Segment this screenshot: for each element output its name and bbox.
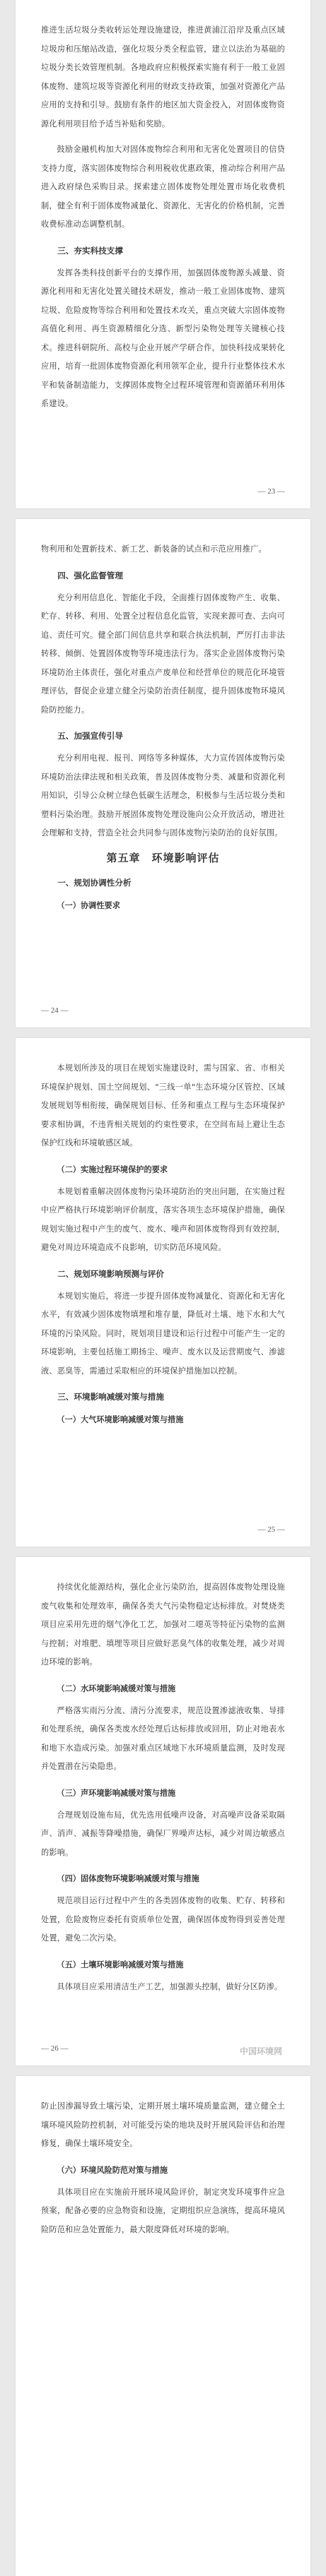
page-number: — 23 — (257, 487, 285, 496)
section-heading: 二、规划环境影响预测与评价 (57, 1268, 164, 1279)
subsection-heading: （三）声环境影响减缓对策与措施 (57, 1787, 176, 1798)
body-paragraph: 充分利用信息化、智能化手段，全面推行固体废物产生、收集、贮存、转移、利用、处置全过程信息化监管，实现来源可查、去向可追、责任可究。健全部门间信息共享和联合执法机制，严厉打击非法转移、倾倒、处置固体废物等环境违法行为。落实企业固体废物污染环境防治主体责任，强化对重点产废单位和经营单位的规范化环境管理评估，督促企业建立健全污染防治责任制度，提升固体废物环境风险防控能力。 (41, 592, 285, 715)
body-paragraph: 推进生活垃圾分类收转运处理设施建设，推进黄浦江沿岸及重点区域垃圾房和压缩站改造，强化垃圾分类全程监管，建立以法治为基础的垃圾分类长效管理机制。各地政府应积极探索实施有利于一般工业固体废物、建筑垃圾等资源化利用的财政支持政策，加强对资源化产品应用的支持和引导。鼓励有条件的地区加大资金投入，对固体废物资源化利用项目给予适当补贴和奖励。 (41, 25, 285, 129)
page-content (41, 2097, 285, 2548)
document-page (16, 1557, 310, 2065)
page-number: — 24 — (41, 1006, 69, 1015)
document-page (16, 2076, 310, 2576)
document-page (16, 0, 310, 508)
document-page (16, 519, 310, 1027)
body-paragraph: 合理规划设施布局，优先选用低噪声设备，对高噪声设备采取隔声、消声、减振等降噪措施，确保厂界噪声达标，减少对周边敏感点的影响。 (41, 1810, 285, 1857)
section-heading: 一、规划协调性分析 (57, 877, 132, 888)
document-page (16, 1038, 310, 1546)
subsection-heading: （一）大气环境影响减缓对策与措施 (57, 1414, 184, 1424)
body-paragraph: 本规划实施后，将进一步提升固体废物减量化、资源化和无害化水平，有效减少固体废物填埋和堆存量，降低对土壤、地下水和大气环境的污染风险。同时，规划项目建设和运行过程中可能产生一定的环境影响，主要包括施工期扬尘、噪声、废水以及运营期废气、渗滤液、恶臭等，需通过采取相应的环境保护措施加以控制。 (41, 1291, 285, 1376)
subsection-heading: （五）土壤环境影响减缓对策与措施 (57, 1959, 184, 1969)
subsection-heading: （一）协调性要求 (57, 900, 120, 910)
body-paragraph: 物利用和处置新技术、新工艺、新装备的试点和示范应用推广。 (41, 544, 267, 554)
section-heading: 五、加强宣传引导 (57, 731, 123, 741)
page-number: — 26 — (41, 2044, 69, 2053)
body-paragraph: 持续优化能源结构，强化企业污染防治，提高固体废物处理设施废气收集和处理效率，确保各类大气污染物稳定达标排放。对焚烧类项目应采用先进的烟气净化工艺，加强对二噁英等特征污染物的监测与控制；对堆肥、填埋等项目应做好恶臭气体的收集处理，减少对周边环境的影响。 (41, 1582, 285, 1666)
body-paragraph: 本规划着重解决固体废物污染环境防治的突出问题，在实施过程中应严格执行环境影响评价制度，落实各项生态环境保护措施，确保规划实施过程中产生的废气、废水、噪声和固体废物得到有效控制，避免对周边环境造成不良影响，切实防范环境风险。 (41, 1186, 285, 1252)
body-paragraph: 防止因渗漏导致土壤污染，定期开展土壤环境质量监测，建立健全土壤环境风险防控机制，对可能受污染的地块及时开展风险评估和治理修复，确保土壤环境安全。 (41, 2101, 285, 2148)
chapter-title: 第五章 环境影响评估 (106, 851, 220, 864)
body-paragraph: 规范项目运行过程中产生的各类固体废物的收集、贮存、转移和处置，危险废物应委托有资质单位处置，确保固体废物得到妥善处理处置，避免二次污染。 (41, 1896, 285, 1943)
body-paragraph: 充分利用电视、报刊、网络等多种媒体，大力宣传固体废物污染环境防治法律法规和相关政策，普及固体废物分类、减量和资源化利用知识，引导公众树立绿色低碳生活理念，积极参与生活垃圾分类和塑料污染治理。鼓励开展固体废物处理设施向公众开放活动，增进社会理解和支持，营造全社会共同参与固体废物污染防治的良好氛围。 (41, 753, 285, 837)
body-paragraph: 具体项目应在实施前开展环境风险评价，制定突发环境事件应急预案，配备必要的应急物资和设施，定期组织应急演练，提高环境风险防范和应急处置能力，最大限度降低对环境的影响。 (41, 2187, 285, 2234)
section-heading: 三、夯实科技支撑 (57, 245, 123, 256)
subsection-heading: （二）水环境影响减缓对策与措施 (57, 1683, 176, 1693)
body-paragraph: 具体项目应采用清洁生产工艺，加强源头控制，做好分区防渗。 (57, 1981, 283, 1991)
body-paragraph: 本规划所涉及的项目在规划实施建设时，需与国家、省、市相关环境保护规划、国土空间规划、"三线一单"生态环境分区管控、区域发展规划等相衔接，确保规划目标、任务和重点工程与生态环境保护要求相协调，不违背相关规划的约束性要求，在空间布局上避让生态保护红线和环境敏感区域。 (41, 1063, 285, 1147)
subsection-heading: （二）实施过程环境保护的要求 (57, 1164, 168, 1174)
page-number: — 25 — (257, 1525, 285, 1534)
section-heading: 三、环境影响减缓对策与措施 (57, 1392, 164, 1402)
section-heading: 四、强化监督管理 (57, 570, 123, 580)
body-paragraph: 严格落实雨污分流、清污分流要求，规范设置渗滤液收集、导排和处理系统，确保各类废水经处理后达标排放或回用，防止对地表水和地下水造成污染。加强对重点区域地下水环境质量监测，及时发现并处置潜在污染隐患。 (41, 1705, 285, 1771)
page-content (41, 540, 285, 999)
body-paragraph: 鼓励金融机构加大对固体废物综合利用和无害化处置项目的信贷支持力度，落实固体废物综合利用税收优惠政策，推动综合利用产品进入政府绿色采购目录。探索建立固体废物处理处置市场化收费机制，健全有利于固体废物减量化、资源化、无害化的价格机制，完善收费标准动态调整机制。 (41, 145, 285, 229)
page-content (41, 1578, 285, 2037)
page-content (41, 1059, 285, 1518)
subsection-heading: （六）环境风险防范对策与措施 (57, 2164, 168, 2175)
body-paragraph: 发挥各类科技创新平台的支撑作用，加强固体废物源头减量、资源化利用和无害化处置关键技术研发，推动一般工业固体废物、建筑垃圾、危险废物等综合利用和处置技术攻关，重点突破大宗固体废物高值化利用、再生资源精细化分选、新型污染物处理等关键核心技术。推进科研院所、高校与企业开展产学研合作，加快科技成果转化应用，培育一批固体废物资源化利用领军企业，提升行业整体技术水平和装备制造能力，支撑固体废物全过程环境管理和资源循环利用体系建设。 (41, 268, 285, 408)
page-content (41, 21, 285, 480)
subsection-heading: （四）固体废物环境影响减缓对策与措施 (57, 1873, 199, 1883)
watermark-logo: 中国环境网 (239, 2046, 282, 2056)
